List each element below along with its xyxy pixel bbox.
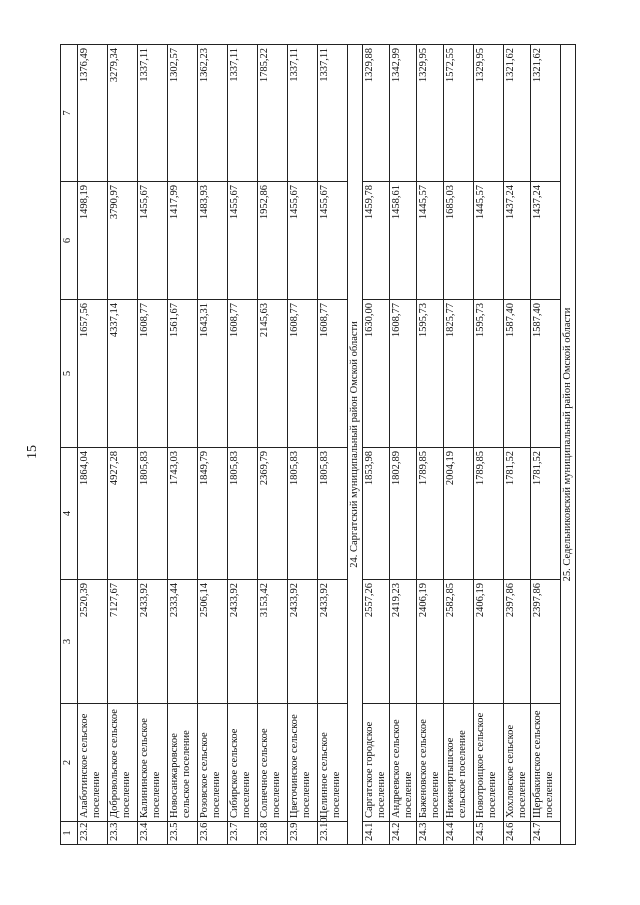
column-header: 2	[61, 704, 78, 822]
row-number: 23.3	[108, 822, 138, 845]
value-cell: 2397,86	[531, 580, 561, 704]
value-cell: 1608,77	[318, 300, 348, 448]
value-cell: 1789,85	[417, 448, 444, 580]
table-row	[138, 45, 168, 845]
settlement-name: Цветочинское сельское поселение	[288, 704, 318, 822]
value-cell: 2433,92	[138, 580, 168, 704]
table-row	[288, 45, 318, 845]
row-number: 23.2	[78, 822, 108, 845]
value-cell: 1825,77	[444, 300, 474, 448]
value-cell: 2506,14	[198, 580, 228, 704]
row-number: 23.8	[258, 822, 288, 845]
row-number: 23.6	[198, 822, 228, 845]
value-cell: 1455,67	[228, 182, 258, 300]
value-cell: 1864,04	[78, 448, 108, 580]
settlement-name: Алаботинское сельское поселение	[78, 704, 108, 822]
value-cell: 2557,26	[363, 580, 390, 704]
table-body	[78, 45, 576, 845]
value-cell: 1805,83	[318, 448, 348, 580]
settlement-name: Добровольское сельское поселение	[108, 704, 138, 822]
table-row	[198, 45, 228, 845]
value-cell: 2406,19	[417, 580, 444, 704]
value-cell: 2369,79	[258, 448, 288, 580]
value-cell: 1608,77	[138, 300, 168, 448]
value-cell: 1337,11	[288, 45, 318, 182]
table-row	[504, 45, 531, 845]
table-row	[228, 45, 258, 845]
value-cell: 3153,42	[258, 580, 288, 704]
row-number: 24.5	[474, 822, 504, 845]
value-cell: 1849,79	[198, 448, 228, 580]
value-cell: 3790,97	[108, 182, 138, 300]
table-row	[168, 45, 198, 845]
value-cell: 1329,88	[363, 45, 390, 182]
settlement-name: Новосанжаровское сельское поселение	[168, 704, 198, 822]
value-cell: 1685,03	[444, 182, 474, 300]
table-row	[417, 45, 444, 845]
value-cell: 1445,57	[417, 182, 444, 300]
value-cell: 2433,92	[288, 580, 318, 704]
value-cell: 1743,03	[168, 448, 198, 580]
value-cell: 1455,67	[138, 182, 168, 300]
value-cell: 1321,62	[531, 45, 561, 182]
column-header: 5	[61, 300, 78, 448]
rotated-table-page	[60, 45, 583, 845]
section-title: 24. Саргатский муниципальный район Омской области	[348, 45, 363, 845]
column-header: 4	[61, 448, 78, 580]
value-cell: 1455,67	[318, 182, 348, 300]
value-cell: 2406,19	[474, 580, 504, 704]
column-header: 1	[61, 822, 78, 845]
settlement-name: Новотроицкое сельское поселение	[474, 704, 504, 822]
section-title-row	[561, 45, 576, 845]
value-cell: 1657,56	[78, 300, 108, 448]
value-cell: 1608,77	[288, 300, 318, 448]
row-number: 23.4	[138, 822, 168, 845]
value-cell: 1789,85	[474, 448, 504, 580]
value-cell: 1561,67	[168, 300, 198, 448]
value-cell: 3279,34	[108, 45, 138, 182]
settlement-name: Щербакинское сельское поселение	[531, 704, 561, 822]
table-row	[318, 45, 348, 845]
value-cell: 1630,00	[363, 300, 390, 448]
settlement-name: Солнечное сельское поселение	[258, 704, 288, 822]
settlement-name: Хохловское сельское поселение	[504, 704, 531, 822]
value-cell: 1805,83	[138, 448, 168, 580]
value-cell: 1498,19	[78, 182, 108, 300]
value-cell: 1342,99	[390, 45, 417, 182]
table-row	[474, 45, 504, 845]
value-cell: 1587,40	[504, 300, 531, 448]
value-cell: 1329,95	[474, 45, 504, 182]
value-cell: 1337,11	[228, 45, 258, 182]
value-cell: 1337,11	[318, 45, 348, 182]
row-number: 24.2	[390, 822, 417, 845]
value-cell: 2145,63	[258, 300, 288, 448]
row-number: 23.9	[288, 822, 318, 845]
value-cell: 1572,55	[444, 45, 474, 182]
row-number: 23.10	[318, 822, 348, 845]
value-cell: 1587,40	[531, 300, 561, 448]
settlement-name: Сибирское сельское поселение	[228, 704, 258, 822]
value-cell: 1437,24	[504, 182, 531, 300]
value-cell: 1437,24	[531, 182, 561, 300]
column-header: 6	[61, 182, 78, 300]
value-cell: 1302,57	[168, 45, 198, 182]
value-cell: 1643,31	[198, 300, 228, 448]
value-cell: 2433,92	[318, 580, 348, 704]
value-cell: 2419,23	[390, 580, 417, 704]
row-number: 23.7	[228, 822, 258, 845]
settlement-name: Саргатское городское поселение	[363, 704, 390, 822]
value-cell: 1805,83	[288, 448, 318, 580]
settlement-name: Калининское сельское поселение	[138, 704, 168, 822]
row-number: 24.4	[444, 822, 474, 845]
value-cell: 7127,67	[108, 580, 138, 704]
value-cell: 1417,99	[168, 182, 198, 300]
value-cell: 1781,52	[531, 448, 561, 580]
value-cell: 2433,92	[228, 580, 258, 704]
column-header: 7	[61, 45, 78, 182]
table-row	[531, 45, 561, 845]
table-row	[108, 45, 138, 845]
value-cell: 2333,44	[168, 580, 198, 704]
settlement-name: Андреевское сельское поселение	[390, 704, 417, 822]
data-table	[60, 44, 576, 845]
value-cell: 1781,52	[504, 448, 531, 580]
column-header: 3	[61, 580, 78, 704]
table-row	[444, 45, 474, 845]
value-cell: 1329,95	[417, 45, 444, 182]
value-cell: 1952,86	[258, 182, 288, 300]
row-number: 24.6	[504, 822, 531, 845]
value-cell: 1455,67	[288, 182, 318, 300]
value-cell: 2004,19	[444, 448, 474, 580]
value-cell: 1785,22	[258, 45, 288, 182]
value-cell: 2582,85	[444, 580, 474, 704]
table-row	[363, 45, 390, 845]
value-cell: 2397,86	[504, 580, 531, 704]
value-cell: 1458,61	[390, 182, 417, 300]
value-cell: 1595,73	[474, 300, 504, 448]
settlement-name: Нижнеиртышское сельское поселение	[444, 704, 474, 822]
row-number: 23.5	[168, 822, 198, 845]
header-row	[61, 45, 78, 845]
value-cell: 1321,62	[504, 45, 531, 182]
row-number: 24.7	[531, 822, 561, 845]
section-title-row	[348, 45, 363, 845]
row-number: 24.1	[363, 822, 390, 845]
value-cell: 1362,23	[198, 45, 228, 182]
table-row	[78, 45, 108, 845]
value-cell: 1802,89	[390, 448, 417, 580]
table-row	[390, 45, 417, 845]
value-cell: 1805,83	[228, 448, 258, 580]
settlement-name: Целинное сельское поселение	[318, 704, 348, 822]
value-cell: 1608,77	[390, 300, 417, 448]
value-cell: 2520,39	[78, 580, 108, 704]
table-row	[258, 45, 288, 845]
value-cell: 1853,98	[363, 448, 390, 580]
row-number: 24.3	[417, 822, 444, 845]
value-cell: 1595,73	[417, 300, 444, 448]
value-cell: 1459,78	[363, 182, 390, 300]
page-number: 15	[25, 445, 40, 459]
value-cell: 1337,11	[138, 45, 168, 182]
value-cell: 1445,57	[474, 182, 504, 300]
value-cell: 1483,93	[198, 182, 228, 300]
value-cell: 4927,28	[108, 448, 138, 580]
value-cell: 4337,14	[108, 300, 138, 448]
settlement-name: Розовское сельское поселение	[198, 704, 228, 822]
value-cell: 1608,77	[228, 300, 258, 448]
section-title: 25. Седельниковский муниципальный район Омской области	[561, 45, 576, 845]
value-cell: 1376,49	[78, 45, 108, 182]
settlement-name: Баженовское сельское поселение	[417, 704, 444, 822]
